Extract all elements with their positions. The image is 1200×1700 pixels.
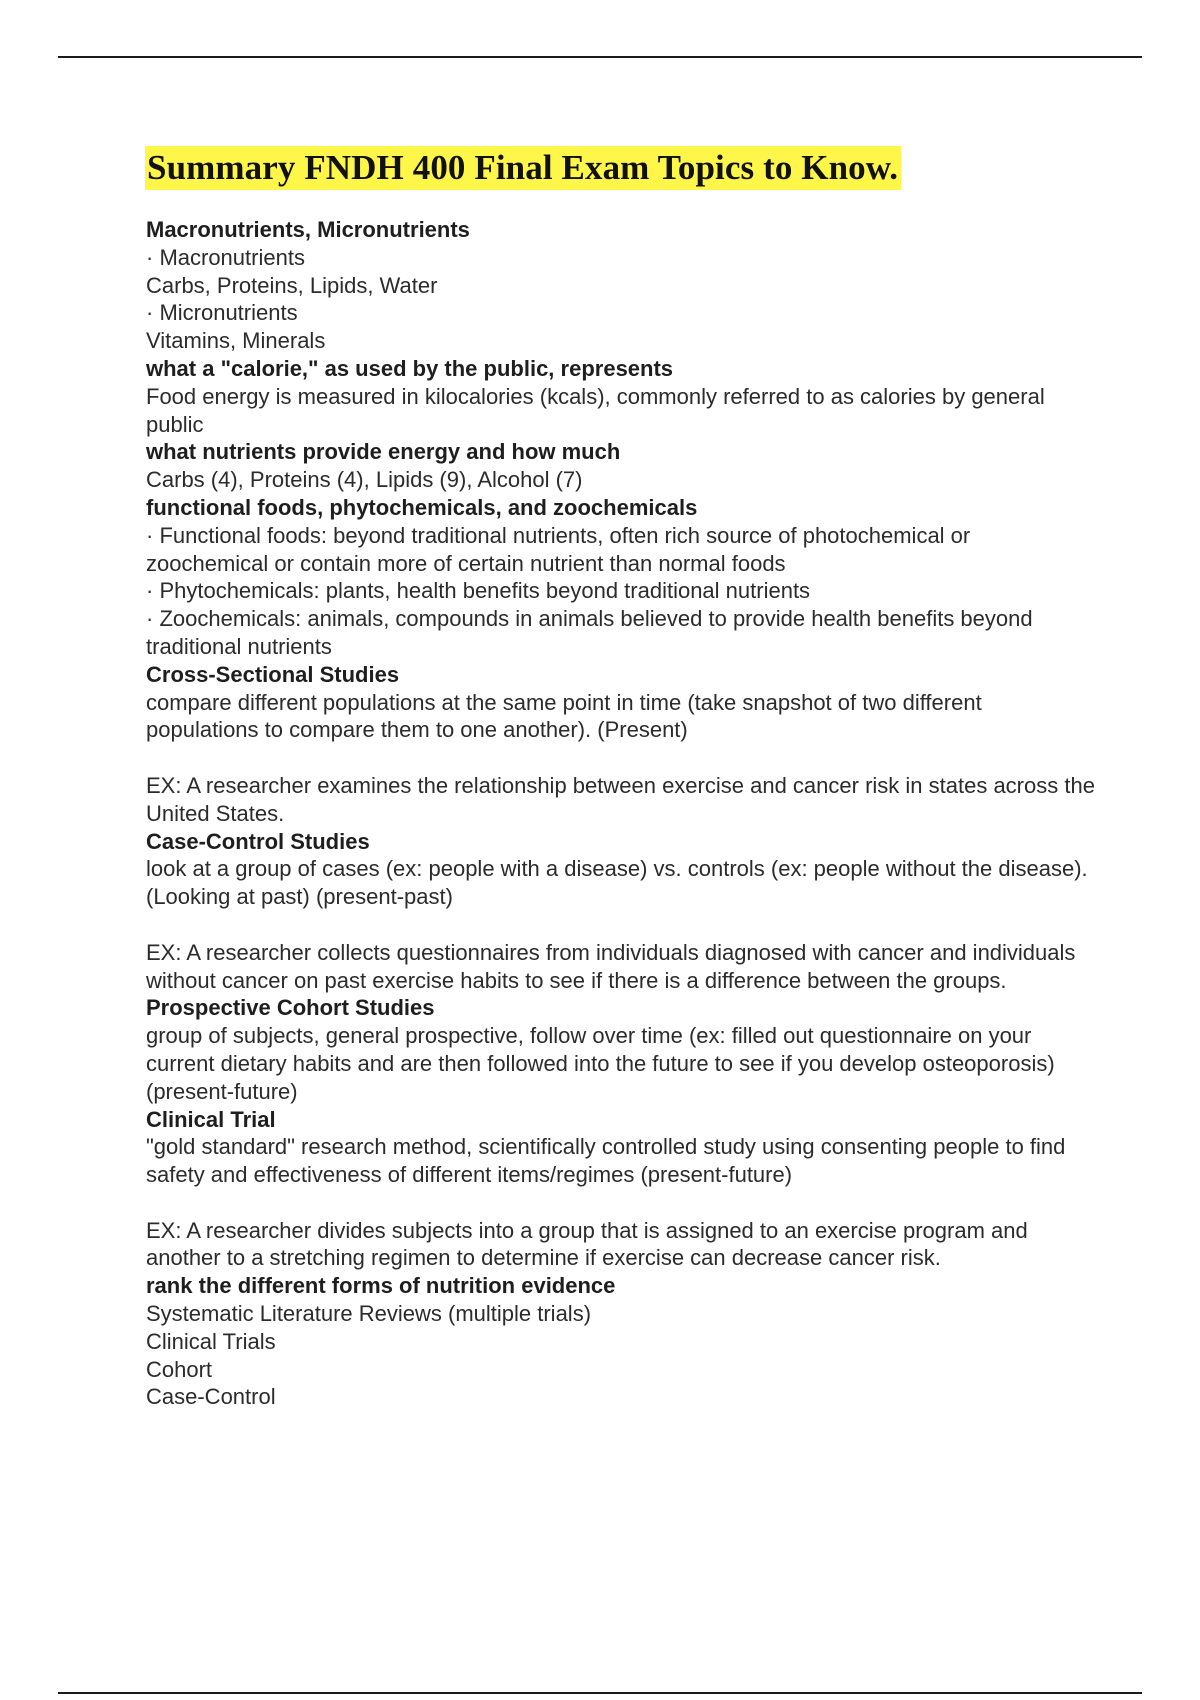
- body-text-line: look at a group of cases (ex: people with a disease) vs. controls (ex: people without the disease). (Looking at past) (present-past): [146, 856, 1088, 910]
- section: [146, 661, 1096, 828]
- body-text-line: · Functional foods: beyond traditional nutrients, often rich source of photochemical or zoochemical or contain more of certain nutrient than normal foods: [146, 522, 971, 576]
- bottom-rule: [58, 1692, 1142, 1694]
- body-text-line: · Phytochemicals: plants, health benefits beyond traditional nutrients: [146, 578, 811, 604]
- section: [146, 828, 1096, 995]
- section-heading: Case-Control Studies: [146, 828, 370, 854]
- section-heading: Cross-Sectional Studies: [146, 661, 400, 687]
- body-text-line: EX: A researcher examines the relationship between exercise and cancer risk in states across the United States.: [146, 772, 1095, 826]
- document-title: Summary FNDH 400 Final Exam Topics to Know.: [145, 146, 901, 190]
- section-heading: rank the different forms of nutrition evidence: [146, 1273, 616, 1299]
- section-heading: Prospective Cohort Studies: [146, 995, 435, 1021]
- top-rule: [58, 56, 1142, 58]
- body-text-line: Cohort: [146, 1356, 213, 1382]
- blank-line: [146, 744, 1096, 772]
- section: [146, 355, 1096, 438]
- body-text-line: Carbs, Proteins, Lipids, Water: [146, 272, 438, 298]
- section: [146, 1106, 1096, 1273]
- body-text-line: Clinical Trials: [146, 1328, 276, 1354]
- section: [146, 216, 1096, 355]
- body-text-line: Case-Control: [146, 1384, 276, 1410]
- section-heading: Macronutrients, Micronutrients: [146, 217, 470, 242]
- section-heading: Clinical Trial: [146, 1106, 276, 1132]
- body-text-line: Systematic Literature Reviews (multiple trials): [146, 1301, 592, 1327]
- blank-line: [146, 1189, 1096, 1217]
- body-text-line: EX: A researcher divides subjects into a group that is assigned to an exercise program and another to a stretching regimen to determine if exercise can decrease cancer risk.: [146, 1217, 1028, 1271]
- section: [146, 438, 1096, 494]
- section-heading: what a "calorie," as used by the public, represents: [146, 355, 674, 381]
- body-text-line: Vitamins, Minerals: [146, 328, 326, 354]
- section: [146, 994, 1096, 1105]
- document-body: [146, 216, 1096, 1411]
- title-block: [145, 146, 901, 190]
- body-text-line: EX: A researcher collects questionnaires from individuals diagnosed with cancer and individuals without cancer on past exercise habits to see if there is a difference between the groups.: [146, 939, 1076, 993]
- section: [146, 1272, 1096, 1411]
- blank-line: [146, 911, 1096, 939]
- body-text-line: · Zoochemicals: animals, compounds in animals believed to provide health benefits beyond traditional nutrients: [146, 606, 1033, 659]
- body-text-line: group of subjects, general prospective, follow over time (ex: filled out questionnaire on your current dietary habits and are then followed into the future to see if you develop osteoporosis) (present-future): [146, 1023, 1055, 1104]
- body-text-line: compare different populations at the same point in time (take snapshot of two different populations to compare them to one another). (Present): [146, 689, 982, 743]
- body-text-line: Food energy is measured in kilocalories (kcals), commonly referred to as calories by general public: [146, 383, 1045, 437]
- section-heading: functional foods, phytochemicals, and zoochemicals: [146, 494, 698, 520]
- section: [146, 494, 1096, 661]
- section-heading: what nutrients provide energy and how much: [146, 439, 621, 465]
- body-text-line: Carbs (4), Proteins (4), Lipids (9), Alcohol (7): [146, 467, 583, 493]
- body-text-line: "gold standard" research method, scientifically controlled study using consenting people to find safety and effectiveness of different items/regimes (present-future): [146, 1134, 1066, 1188]
- body-text-line: · Macronutrients: [146, 244, 305, 270]
- body-text-line: · Micronutrients: [146, 300, 298, 326]
